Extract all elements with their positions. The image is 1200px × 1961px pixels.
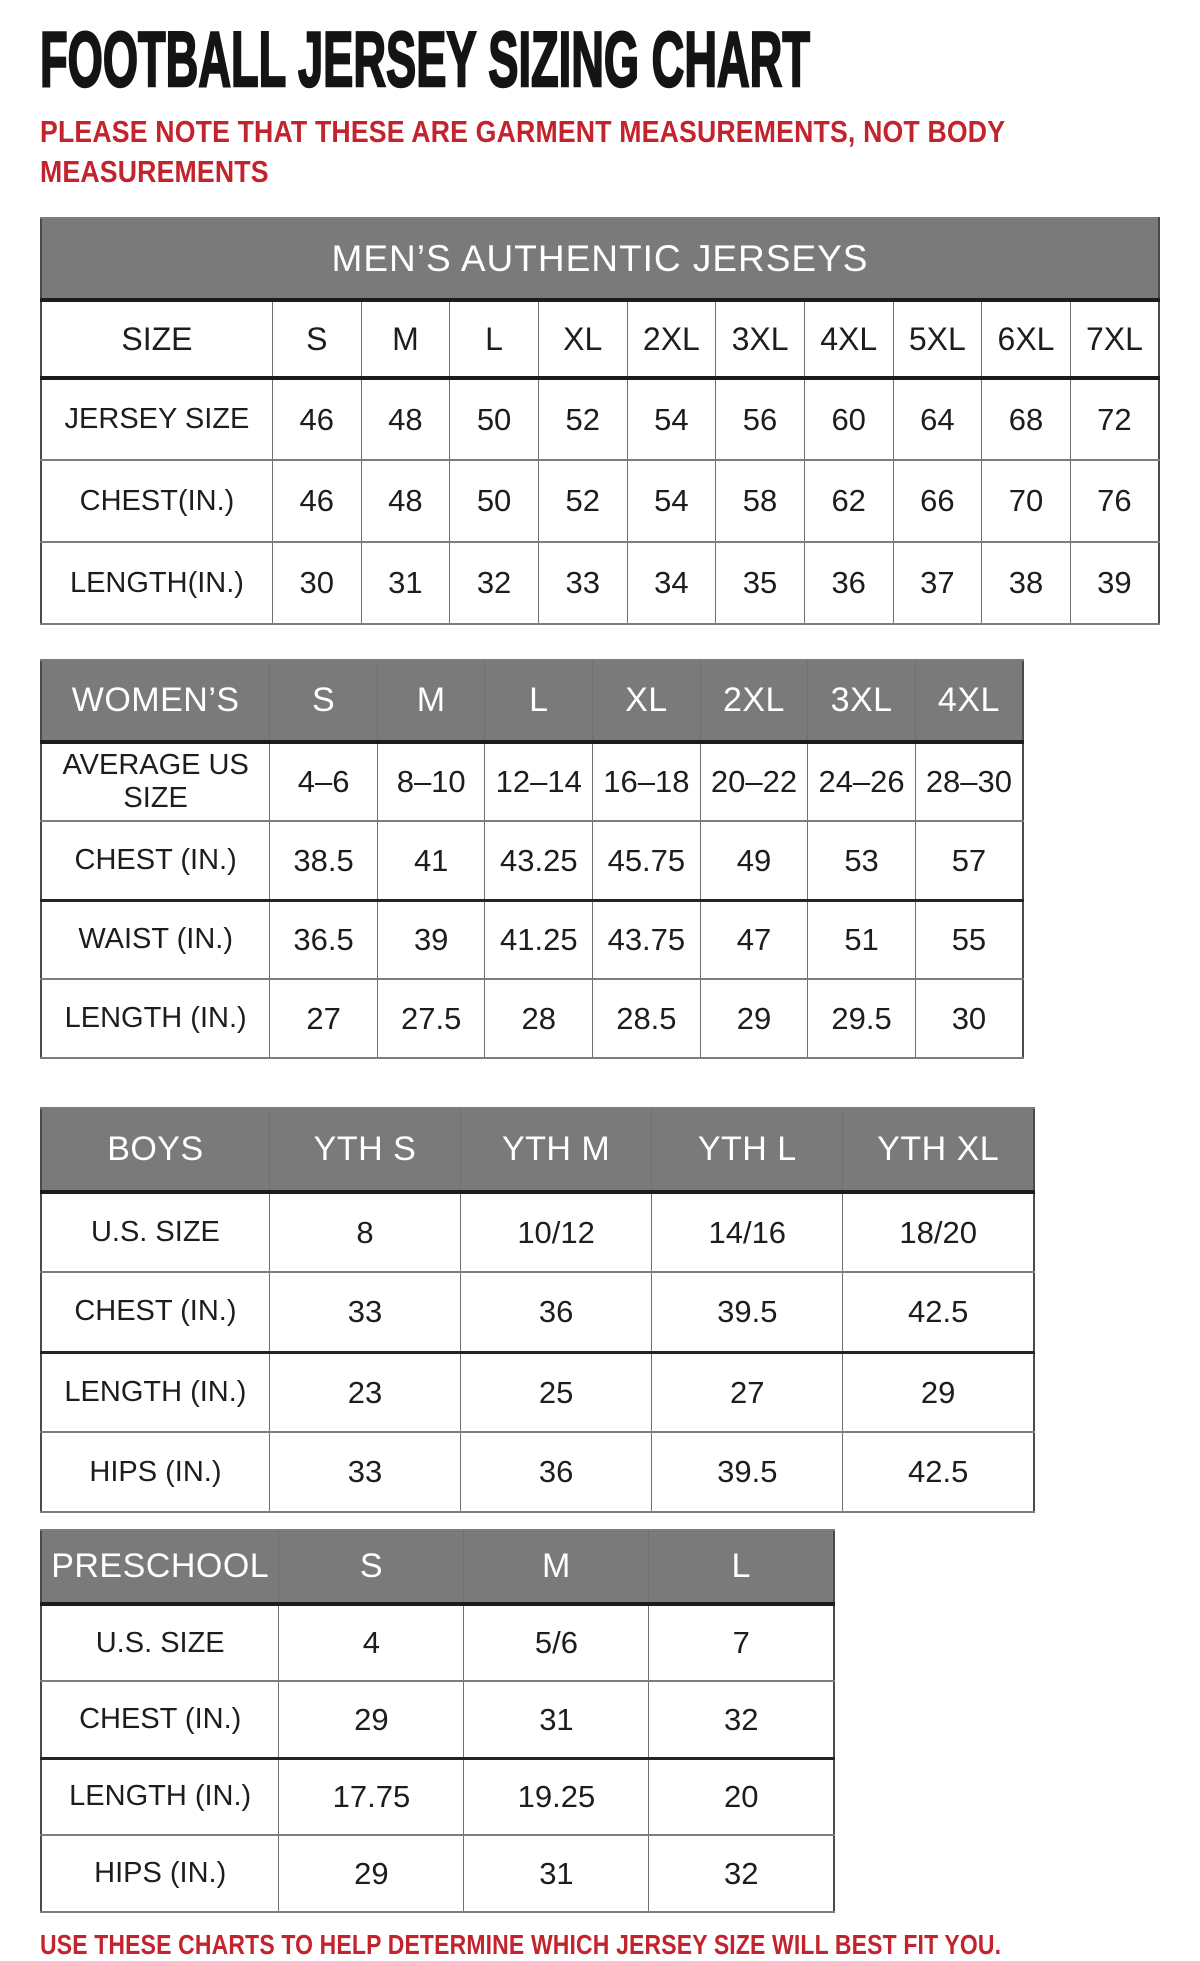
size-header: 4XL [804,300,893,378]
size-header: XL [593,660,701,742]
value-cell: 54 [627,460,716,542]
row-label: PRESCHOOL [41,1530,279,1604]
value-cell: 42.5 [843,1432,1034,1512]
value-cell: 33 [538,542,627,624]
value-cell: 70 [982,460,1071,542]
value-cell: 39.5 [652,1432,843,1512]
value-cell: 46 [272,378,361,460]
table-row-mens [41,542,1159,624]
size-header: 3XL [808,660,916,742]
table-row-womens [41,979,1023,1058]
row-label: LENGTH (IN.) [41,1758,279,1835]
sizing-table-womens [40,659,1024,1059]
value-cell: 68 [982,378,1071,460]
size-header: 7XL [1070,300,1159,378]
size-header: 5XL [893,300,982,378]
size-header: 3XL [716,300,805,378]
value-cell: 39 [1070,542,1159,624]
table-row-boys [41,1432,1034,1512]
size-header: L [450,300,539,378]
header-row-womens [41,660,1023,742]
row-label: WOMEN’S [41,660,270,742]
value-cell: 29 [279,1681,464,1758]
row-label: LENGTH(IN.) [41,542,272,624]
row-label: LENGTH (IN.) [41,979,270,1058]
page-title-text: FOOTBALL JERSEY SIZING CHART [40,15,810,103]
row-label: U.S. SIZE [41,1192,269,1272]
value-cell: 30 [915,979,1023,1058]
value-cell: 43.25 [485,821,593,900]
value-cell: 30 [272,542,361,624]
row-label: AVERAGE US SIZE [41,742,270,821]
row-label: WAIST (IN.) [41,900,270,979]
row-label: JERSEY SIZE [41,378,272,460]
value-cell: 48 [361,378,450,460]
size-header: YTH M [461,1108,652,1192]
table-row-boys [41,1272,1034,1352]
size-header: YTH L [652,1108,843,1192]
size-header: S [270,660,378,742]
value-cell: 33 [269,1432,460,1512]
table-row-boys [41,1192,1034,1272]
sizing-table-mens [40,217,1160,625]
value-cell: 20 [649,1758,834,1835]
value-cell: 8–10 [377,742,485,821]
value-cell: 33 [269,1272,460,1352]
value-cell: 24–26 [808,742,916,821]
garment-note-line2: MEASUREMENTS [40,153,269,189]
value-cell: 27 [270,979,378,1058]
size-header: YTH XL [843,1108,1034,1192]
value-cell: 5/6 [464,1604,649,1681]
value-cell: 45.75 [593,821,701,900]
value-cell: 29 [700,979,808,1058]
table-row-preschool [41,1604,834,1681]
table-row-womens [41,900,1023,979]
header-row-mens [41,300,1159,378]
value-cell: 50 [450,460,539,542]
row-label: CHEST(IN.) [41,460,272,542]
value-cell: 10/12 [461,1192,652,1272]
value-cell: 49 [700,821,808,900]
size-header: XL [538,300,627,378]
value-cell: 16–18 [593,742,701,821]
row-label: CHEST (IN.) [41,1681,279,1758]
value-cell: 55 [915,900,1023,979]
value-cell: 31 [361,542,450,624]
table-row-womens [41,821,1023,900]
row-label: CHEST (IN.) [41,1272,269,1352]
value-cell: 32 [649,1835,834,1912]
size-header: L [649,1530,834,1604]
value-cell: 29 [843,1352,1034,1432]
row-label: U.S. SIZE [41,1604,279,1681]
row-label: LENGTH (IN.) [41,1352,269,1432]
value-cell: 62 [804,460,893,542]
value-cell: 53 [808,821,916,900]
size-header: 2XL [627,300,716,378]
value-cell: 36.5 [270,900,378,979]
garment-note-line1: PLEASE NOTE THAT THESE ARE GARMENT MEASUREMENTS, NOT BODY [40,114,1006,149]
row-label: CHEST (IN.) [41,821,270,900]
size-header: 4XL [915,660,1023,742]
value-cell: 7 [649,1604,834,1681]
value-cell: 36 [461,1272,652,1352]
garment-note [40,112,1038,191]
value-cell: 19.25 [464,1758,649,1835]
value-cell: 43.75 [593,900,701,979]
row-label: HIPS (IN.) [41,1835,279,1912]
size-header: M [361,300,450,378]
value-cell: 54 [627,378,716,460]
sizing-table-preschool [40,1529,835,1913]
table-row-boys [41,1352,1034,1432]
value-cell: 34 [627,542,716,624]
size-header: M [377,660,485,742]
value-cell: 31 [464,1681,649,1758]
value-cell: 72 [1070,378,1159,460]
size-header: YTH S [269,1108,460,1192]
value-cell: 42.5 [843,1272,1034,1352]
value-cell: 50 [450,378,539,460]
tables-container [40,217,1200,1913]
value-cell: 38 [982,542,1071,624]
value-cell: 57 [915,821,1023,900]
value-cell: 48 [361,460,450,542]
value-cell: 29.5 [808,979,916,1058]
value-cell: 28.5 [593,979,701,1058]
value-cell: 27 [652,1352,843,1432]
banner-row-mens [41,218,1159,300]
value-cell: 32 [649,1681,834,1758]
row-label: BOYS [41,1108,269,1192]
header-row-boys [41,1108,1034,1192]
value-cell: 66 [893,460,982,542]
value-cell: 4–6 [270,742,378,821]
value-cell: 56 [716,378,805,460]
table-banner-mens: MEN’S AUTHENTIC JERSEYS [41,218,1159,300]
value-cell: 8 [269,1192,460,1272]
value-cell: 14/16 [652,1192,843,1272]
value-cell: 64 [893,378,982,460]
value-cell: 41.25 [485,900,593,979]
value-cell: 46 [272,460,361,542]
value-cell: 52 [538,460,627,542]
size-header: 2XL [700,660,808,742]
value-cell: 47 [700,900,808,979]
value-cell: 37 [893,542,982,624]
value-cell: 28–30 [915,742,1023,821]
value-cell: 41 [377,821,485,900]
size-header: S [279,1530,464,1604]
table-row-preschool [41,1681,834,1758]
value-cell: 4 [279,1604,464,1681]
value-cell: 12–14 [485,742,593,821]
value-cell: 28 [485,979,593,1058]
value-cell: 18/20 [843,1192,1034,1272]
value-cell: 51 [808,900,916,979]
value-cell: 76 [1070,460,1159,542]
value-cell: 29 [279,1835,464,1912]
page-title [40,15,1200,103]
value-cell: 35 [716,542,805,624]
value-cell: 17.75 [279,1758,464,1835]
value-cell: 39 [377,900,485,979]
table-row-mens [41,460,1159,542]
value-cell: 23 [269,1352,460,1432]
value-cell: 60 [804,378,893,460]
value-cell: 27.5 [377,979,485,1058]
value-cell: 31 [464,1835,649,1912]
row-label: SIZE [41,300,272,378]
value-cell: 39.5 [652,1272,843,1352]
table-row-womens [41,742,1023,821]
header-row-preschool [41,1530,834,1604]
value-cell: 25 [461,1352,652,1432]
value-cell: 36 [804,542,893,624]
table-row-preschool [41,1835,834,1912]
value-cell: 58 [716,460,805,542]
value-cell: 32 [450,542,539,624]
size-header: M [464,1530,649,1604]
footer-note: USE THESE CHARTS TO HELP DETERMINE WHICH JERSEY SIZE WILL BEST FIT YOU. [40,1929,1002,1961]
value-cell: 52 [538,378,627,460]
size-header: S [272,300,361,378]
value-cell: 36 [461,1432,652,1512]
value-cell: 38.5 [270,821,378,900]
row-label: HIPS (IN.) [41,1432,269,1512]
table-row-preschool [41,1758,834,1835]
size-header: 6XL [982,300,1071,378]
size-header: L [485,660,593,742]
table-row-mens [41,378,1159,460]
sizing-table-boys [40,1107,1035,1513]
value-cell: 20–22 [700,742,808,821]
